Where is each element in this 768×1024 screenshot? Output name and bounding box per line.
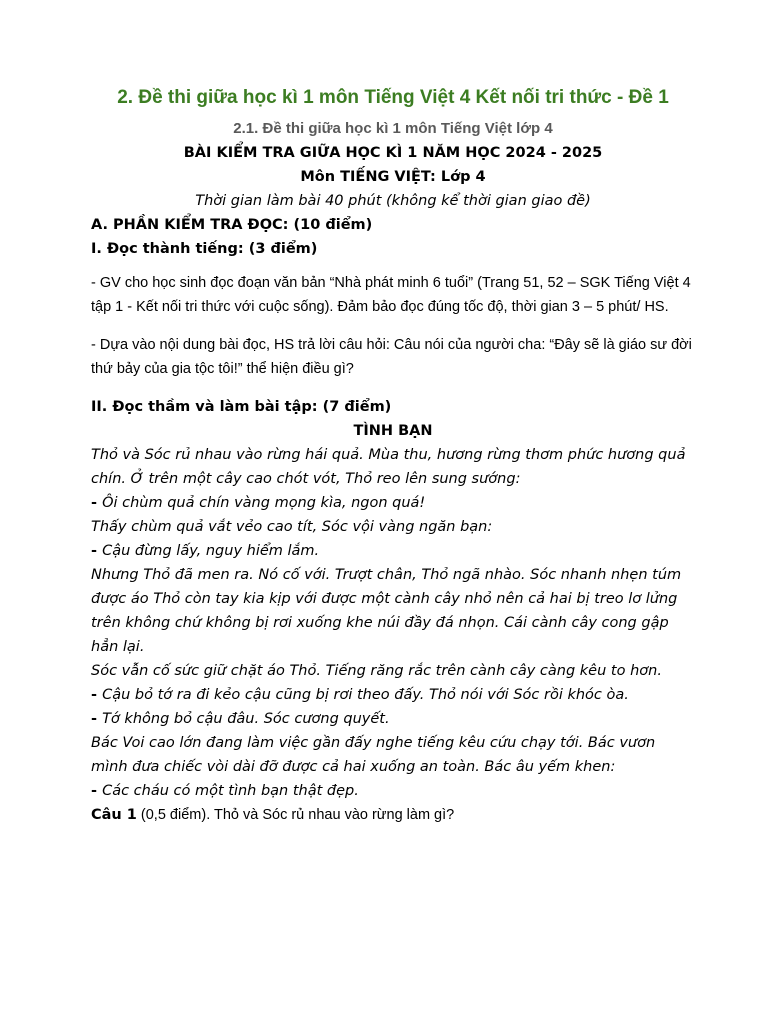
part-1-paragraph-2: - Dựa vào nội dung bài đọc, HS trả lời câu hỏi: Câu nói của người cha: “Đây sẽ là giáo sư đời thứ bảy của gia tộc tôi!” thể hiện điều gì? — [91, 337, 692, 377]
story-line-text: Sóc vẫn cố sức giữ chặt áo Thỏ. Tiếng răng rắc trên cành cây càng kêu to hơn. — [91, 663, 662, 679]
document-title: 2. Đề thi giữa học kì 1 môn Tiếng Việt 4 Kết nối tri thức - Đề 1 — [117, 87, 669, 108]
story-title: TÌNH BẠN — [353, 423, 433, 439]
dialogue-dash: - — [91, 543, 103, 559]
story-line — [91, 563, 695, 659]
story-line — [91, 683, 695, 707]
story-line — [91, 779, 695, 803]
story-line-text: Ôi chùm quả chín vàng mọng kìa, ngon quá! — [102, 495, 426, 511]
section-a-heading: A. PHẦN KIỂM TRA ĐỌC: (10 điểm) — [91, 217, 373, 233]
story-line-text: Tớ không bỏ cậu đâu. Sóc cương quyết. — [102, 711, 390, 727]
dialogue-dash: - — [91, 495, 103, 511]
question-1-label: Câu 1 — [91, 807, 137, 823]
story-line — [91, 443, 695, 491]
part-1-paragraph-1: - GV cho học sinh đọc đoạn văn bản “Nhà phát minh 6 tuổi” (Trang 51, 52 – SGK Tiếng Việt 4 tập 1 - Kết nối tri thức với cuộc sống). Đảm bảo đọc đúng tốc độ, thời gian 3 – 5 phút/ HS. — [91, 275, 691, 315]
story-line-text: Cậu đừng lấy, nguy hiểm lắm. — [102, 543, 320, 559]
exam-time-note: Thời gian làm bài 40 phút (không kể thời gian giao đề) — [195, 193, 591, 209]
story-body — [91, 443, 695, 803]
part-1-heading: I. Đọc thành tiếng: (3 điểm) — [91, 241, 318, 257]
question-1-text: (0,5 điểm). Thỏ và Sóc rủ nhau vào rừng làm gì? — [136, 807, 455, 823]
document-page — [91, 84, 695, 827]
dialogue-dash: - — [91, 711, 103, 727]
story-line-text: Thỏ và Sóc rủ nhau vào rừng hái quả. Mùa thu, hương rừng thơm phức hương quả chín. Ở trên một cây cao chót vót, Thỏ reo lên sung sướng: — [91, 447, 686, 487]
story-line — [91, 491, 695, 515]
question-1 — [91, 803, 695, 827]
dialogue-dash: - — [91, 783, 103, 799]
story-line-text: Các cháu có một tình bạn thật đẹp. — [102, 783, 359, 799]
story-line-text: Thấy chùm quả vắt vẻo cao tít, Sóc vội vàng ngăn bạn: — [91, 519, 493, 535]
exam-title: BÀI KIỂM TRA GIỮA HỌC KÌ 1 NĂM HỌC 2024 - 2025 — [183, 145, 603, 161]
story-line — [91, 539, 695, 563]
story-line — [91, 731, 695, 779]
story-line-text: Cậu bỏ tớ ra đi kẻo cậu cũng bị rơi theo đấy. Thỏ nói với Sóc rồi khóc òa. — [102, 687, 629, 703]
story-line — [91, 707, 695, 731]
story-line — [91, 659, 695, 683]
exam-subject: Môn TIẾNG VIỆT: Lớp 4 — [300, 169, 486, 185]
story-line — [91, 515, 695, 539]
section-subtitle: 2.1. Đề thi giữa học kì 1 môn Tiếng Việt lớp 4 — [233, 120, 553, 137]
dialogue-dash: - — [91, 687, 103, 703]
story-line-text: Nhưng Thỏ đã men ra. Nó cố với. Trượt chân, Thỏ ngã nhào. Sóc nhanh nhẹn túm được áo Thỏ còn tay kia kịp với được một cành cây nhỏ nên cả hai bị treo lơ lửng trên không chứ không bị rơi xuống khe núi đầy đá nhọn. Cái cành cây cong gập hẳn lại. — [91, 567, 682, 655]
part-2-heading: II. Đọc thầm và làm bài tập: (7 điểm) — [91, 399, 392, 415]
story-line-text: Bác Voi cao lớn đang làm việc gần đấy nghe tiếng kêu cứu chạy tới. Bác vươn mình đưa chiếc vòi dài đỡ được cả hai xuống an toàn. Bác âu yếm khen: — [91, 735, 656, 775]
